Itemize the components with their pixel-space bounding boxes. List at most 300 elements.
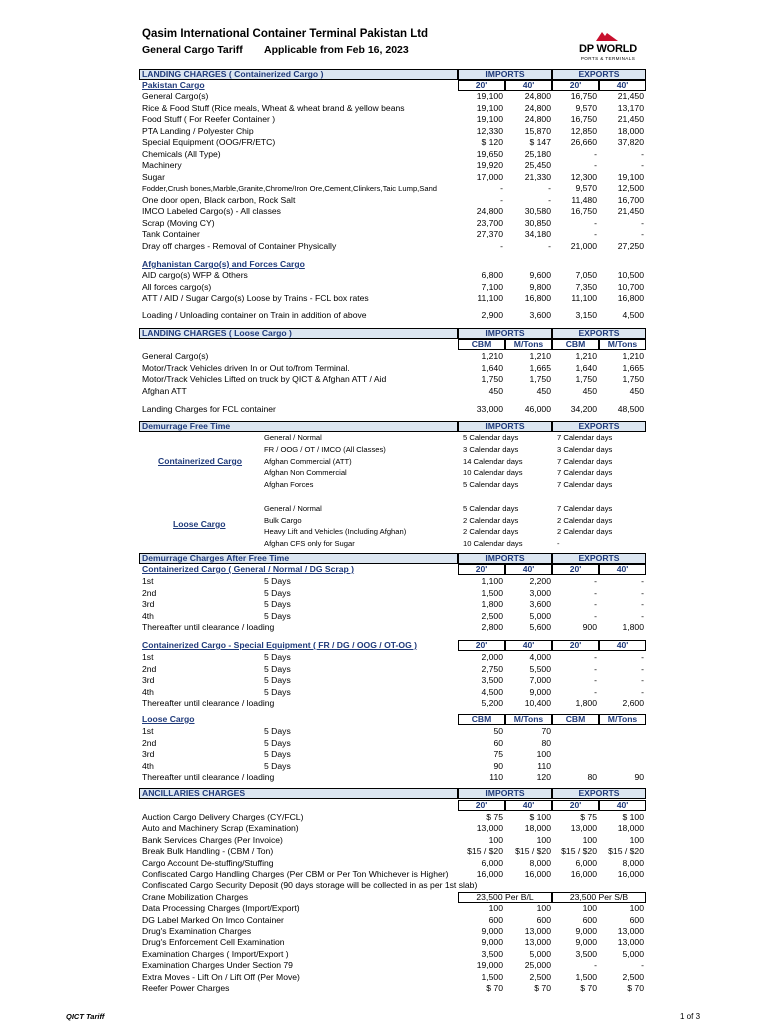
- table-row: [0, 869, 768, 880]
- value-cell: 4,500: [622, 310, 644, 320]
- dem-spec-subtitle: Containerized Cargo - Special Equipment ( FR / DG / OOG / OT-OG ): [142, 640, 418, 650]
- landing-cont-subtitle: Pakistan Cargo: [142, 80, 205, 90]
- value-cell: 16,000: [476, 869, 503, 879]
- value-cell: -: [500, 194, 503, 205]
- table-row: [0, 772, 768, 783]
- value-cell: $ 70: [627, 983, 644, 993]
- value-cell: 4,000: [529, 652, 551, 662]
- row-label: Extra Moves - Lift On / Lift Off (Per Move): [142, 971, 300, 982]
- loose-cargo-label: Loose Cargo: [173, 519, 226, 529]
- value-cell: 8,000: [529, 857, 551, 868]
- demurrage-imports-label: IMPORTS: [485, 553, 525, 563]
- logo-sub-text: PORTS & TERMINALS: [580, 56, 636, 61]
- value-cell: 1,210: [481, 351, 503, 361]
- table-row: [0, 788, 768, 799]
- table-row: [0, 983, 768, 994]
- value-cell: 21,450: [617, 114, 644, 124]
- value-cell: 30,580: [524, 206, 551, 216]
- row-label: Examination Charges ( Import/Export ): [142, 948, 289, 959]
- value-cell: 50: [493, 726, 503, 736]
- value-cell: 26,660: [570, 137, 597, 147]
- value-cell: 18,000: [617, 125, 644, 136]
- table-row: [0, 328, 768, 339]
- table-row: [0, 823, 768, 834]
- value-cell: 19,650: [476, 148, 503, 159]
- table-row: [0, 622, 768, 633]
- table-row: [0, 553, 768, 564]
- table-row: [0, 103, 768, 114]
- value-cell: 600: [629, 914, 644, 925]
- value-cell: 8,000: [622, 857, 644, 868]
- landing-cont-col-label: 40': [616, 80, 629, 90]
- dem-loose-col-label: CBM: [471, 714, 492, 724]
- landing-loose-col-label: M/Tons: [607, 339, 638, 349]
- value-cell: 24,800: [476, 206, 503, 216]
- value-cell: 90: [493, 760, 503, 771]
- value-cell: -: [594, 599, 597, 610]
- dem-cont-subtitle: Containerized Cargo ( General / Normal / DG Scrap ): [142, 564, 355, 574]
- dem-spec-col-label: 20': [569, 640, 582, 650]
- days-label: 5 Days: [264, 599, 291, 610]
- export-days: 7 Calendar days: [557, 433, 613, 442]
- value-cell: 48,500: [617, 404, 644, 414]
- table-row: [0, 270, 768, 281]
- value-cell: 12,500: [617, 183, 644, 193]
- value-cell: 16,000: [617, 869, 644, 879]
- containerized-cargo-label: Containerized Cargo: [158, 456, 243, 466]
- row-label: Bulk Cargo: [264, 515, 302, 525]
- table-row: [0, 218, 768, 229]
- logo-mark-icon: [594, 30, 620, 42]
- crane-export-rate: 23,500 Per S/B: [569, 891, 629, 902]
- row-label: Afghan ATT: [142, 385, 187, 396]
- value-cell: 9,000: [481, 937, 503, 948]
- footer-label: QICT Tariff: [66, 1012, 105, 1021]
- value-cell: 21,450: [617, 91, 644, 101]
- crane-import-rate: 23,500 Per B/L: [476, 891, 534, 902]
- table-row: [0, 386, 768, 397]
- landing-cont-col-label: 20': [569, 80, 582, 90]
- table-row: [0, 282, 768, 293]
- row-label: One door open, Black carbon, Rock Salt: [142, 194, 296, 205]
- table-row: [0, 421, 768, 432]
- value-cell: 7,100: [481, 281, 503, 292]
- row-label: 2nd: [142, 663, 157, 674]
- crane-import-box: [458, 892, 552, 903]
- row-label: FR / OOG / OT / IMCO (All Classes): [264, 444, 386, 454]
- value-cell: $15 / $20: [561, 846, 597, 857]
- table-row: [0, 404, 768, 415]
- value-cell: 1,500: [481, 971, 503, 982]
- row-label: Heavy Lift and Vehicles (Including Afghan): [264, 527, 407, 536]
- table-row: [0, 812, 768, 823]
- table-row: [0, 351, 768, 362]
- row-label: 1st: [142, 726, 154, 736]
- ancillary-col-head: [0, 800, 768, 811]
- value-cell: 13,000: [524, 926, 551, 936]
- value-cell: 100: [536, 834, 551, 845]
- value-cell: 9,800: [529, 281, 551, 292]
- value-cell: 9,600: [529, 270, 551, 280]
- value-cell: 24,800: [524, 114, 551, 124]
- dem-cont-col-label: 40': [522, 564, 535, 574]
- export-days: 7 Calendar days: [557, 468, 613, 478]
- export-days: -: [557, 538, 560, 548]
- value-cell: 2,200: [529, 576, 551, 586]
- table-row: [0, 137, 768, 148]
- crane-export-box: [552, 892, 646, 903]
- table-row: [0, 675, 768, 686]
- value-cell: -: [641, 652, 644, 662]
- row-label: Afghan CFS only for Sugar: [264, 538, 355, 548]
- value-cell: -: [641, 675, 644, 686]
- table-row: [0, 195, 768, 206]
- ancillary-col-label: 20': [569, 800, 582, 810]
- row-label: 1st: [142, 576, 154, 586]
- table-row: [0, 467, 768, 478]
- row-label: Landing Charges for FCL container: [142, 404, 276, 414]
- days-label: 5 Days: [264, 610, 291, 621]
- value-cell: 12,850: [570, 125, 597, 136]
- landing-cont-exports-label: EXPORTS: [578, 69, 620, 79]
- import-days: 5 Calendar days: [463, 480, 519, 490]
- value-cell: 100: [536, 903, 551, 914]
- value-cell: 19,000: [476, 960, 503, 971]
- value-cell: -: [594, 610, 597, 621]
- value-cell: -: [548, 194, 551, 205]
- value-cell: 24,800: [524, 91, 551, 101]
- dem-cont-col-head: [0, 564, 768, 575]
- value-cell: 25,000: [524, 960, 551, 971]
- value-cell: 5,500: [529, 663, 551, 674]
- value-cell: 5,000: [529, 610, 551, 621]
- row-label: Motor/Track Vehicles driven In or Out to/from Terminal.: [142, 362, 350, 373]
- row-label: IMCO Labeled Cargo(s) - All classes: [142, 206, 281, 216]
- value-cell: 3,600: [529, 310, 551, 320]
- row-label: Examination Charges Under Section 79: [142, 960, 293, 971]
- value-cell: 23,700: [476, 217, 503, 228]
- value-cell: 1,100: [481, 576, 503, 586]
- dem-loose-col-label: M/Tons: [607, 714, 638, 724]
- value-cell: 110: [537, 760, 551, 771]
- import-days: 2 Calendar days: [463, 527, 519, 536]
- row-label: Data Processing Charges (Import/Export): [142, 903, 300, 914]
- value-cell: $15 / $20: [467, 846, 503, 857]
- days-label: 5 Days: [264, 587, 291, 598]
- value-cell: 3,600: [529, 599, 551, 610]
- row-label: Tank Container: [142, 229, 200, 239]
- table-row: [0, 149, 768, 160]
- table-row: [0, 892, 768, 903]
- table-row: [0, 576, 768, 587]
- value-cell: 27,250: [617, 240, 644, 251]
- value-cell: 1,800: [481, 599, 503, 610]
- row-label: 3rd: [142, 599, 155, 610]
- demurrage-exports-label: EXPORTS: [578, 553, 620, 563]
- value-cell: 21,330: [524, 171, 551, 182]
- value-cell: 25,450: [524, 160, 551, 170]
- value-cell: -: [641, 587, 644, 598]
- export-days: 7 Calendar days: [557, 456, 613, 466]
- value-cell: $ 147: [529, 137, 551, 147]
- row-label: General / Normal: [264, 433, 322, 442]
- row-label: DG Label Marked On Imco Container: [142, 914, 284, 925]
- landing-cont-imports-label: IMPORTS: [485, 69, 525, 79]
- dem-loose-col-label: CBM: [565, 714, 586, 724]
- row-label: Confiscated Cargo Handling Charges (Per CBM or Per Ton Whichever is Higher): [142, 869, 449, 879]
- value-cell: -: [641, 160, 644, 170]
- value-cell: 450: [488, 385, 503, 396]
- value-cell: 4,500: [481, 686, 503, 697]
- value-cell: 2,800: [481, 622, 503, 633]
- value-cell: 2,750: [481, 663, 503, 674]
- row-label: Crane Mobilization Charges: [142, 891, 249, 902]
- landing-loose-title: LANDING CHARGES ( Loose Cargo ): [142, 328, 292, 338]
- row-label: General Cargo(s): [142, 91, 209, 101]
- table-row: [0, 91, 768, 102]
- table-row: [0, 229, 768, 240]
- table-row: [0, 588, 768, 599]
- value-cell: 6,800: [481, 270, 503, 280]
- page-number: 1 of 3: [680, 1012, 701, 1021]
- value-cell: 13,170: [617, 102, 644, 113]
- value-cell: 9,000: [481, 926, 503, 936]
- value-cell: 21,000: [570, 240, 597, 251]
- row-label: Scrap (Moving CY): [142, 217, 215, 228]
- value-cell: 9,000: [575, 926, 597, 936]
- value-cell: 3,500: [481, 948, 503, 959]
- import-days: 10 Calendar days: [463, 468, 523, 478]
- value-cell: 13,000: [617, 926, 644, 936]
- row-label: Drug's Examination Charges: [142, 926, 252, 936]
- row-label: Afghan Commercial (ATT): [264, 456, 352, 466]
- value-cell: -: [641, 610, 644, 621]
- row-label: Break Bulk Handling - (CBM / Ton): [142, 846, 274, 857]
- value-cell: 1,210: [622, 351, 644, 361]
- import-days: 3 Calendar days: [463, 444, 519, 454]
- days-label: 5 Days: [264, 760, 291, 771]
- row-label: Sugar: [142, 171, 165, 182]
- value-cell: 16,000: [524, 869, 551, 879]
- row-label: 4th: [142, 760, 154, 771]
- table-row: [0, 846, 768, 857]
- row-label: Dray off charges - Removal of Container Physically: [142, 240, 337, 251]
- value-cell: 110: [489, 772, 503, 783]
- table-row: [0, 664, 768, 675]
- value-cell: 11,100: [571, 293, 597, 303]
- value-cell: 1,750: [481, 374, 503, 385]
- table-row: [0, 698, 768, 709]
- value-cell: $ 70: [486, 983, 503, 993]
- row-label: Auction Cargo Delivery Charges (CY/FCL): [142, 812, 304, 822]
- value-cell: 2,500: [622, 971, 644, 982]
- table-row: [0, 652, 768, 663]
- days-label: 5 Days: [264, 737, 291, 748]
- value-cell: 1,800: [575, 698, 597, 709]
- value-cell: 5,600: [529, 622, 551, 633]
- value-cell: 16,700: [617, 194, 644, 205]
- row-label: ATT / AID / Sugar Cargo(s) Loose by Trains - FCL box rates: [142, 293, 369, 303]
- value-cell: 6,000: [575, 857, 597, 868]
- value-cell: 5,000: [529, 948, 551, 959]
- value-cell: -: [548, 240, 551, 251]
- value-cell: $ 70: [580, 983, 597, 993]
- row-label: Thereafter until clearance / loading: [142, 622, 275, 633]
- table-row: [0, 611, 768, 622]
- value-cell: 600: [536, 914, 551, 925]
- table-row: [0, 310, 768, 321]
- value-cell: $ 120: [481, 137, 503, 147]
- value-cell: -: [594, 148, 597, 159]
- dem-cont-col-label: 20': [569, 564, 582, 574]
- value-cell: 19,100: [476, 114, 503, 124]
- row-label: All forces cargo(s): [142, 281, 212, 292]
- table-row: [0, 903, 768, 914]
- value-cell: 6,000: [481, 857, 503, 868]
- value-cell: -: [594, 663, 597, 674]
- table-row: [0, 687, 768, 698]
- value-cell: 16,750: [570, 91, 597, 101]
- value-cell: -: [594, 686, 597, 697]
- value-cell: 1,640: [575, 362, 597, 373]
- value-cell: 30,850: [524, 217, 551, 228]
- ancillary-title: ANCILLARIES CHARGES: [142, 788, 246, 798]
- value-cell: 1,210: [529, 351, 551, 361]
- value-cell: 18,000: [524, 823, 551, 834]
- afghan-title: Afghanistan Cargo(s) and Forces Cargo: [142, 259, 305, 269]
- value-cell: -: [594, 576, 597, 586]
- value-cell: 2,000: [481, 652, 503, 662]
- value-cell: 13,000: [524, 937, 551, 948]
- export-days: 7 Calendar days: [557, 480, 613, 490]
- export-days: 3 Calendar days: [557, 444, 613, 454]
- table-row: [0, 126, 768, 137]
- value-cell: $ 75: [580, 812, 597, 822]
- row-label: Afghan Forces: [264, 480, 314, 490]
- table-row: [0, 926, 768, 937]
- value-cell: 16,750: [570, 206, 597, 216]
- value-cell: -: [641, 148, 644, 159]
- value-cell: 16,750: [570, 114, 597, 124]
- landing-cont-title: LANDING CHARGES ( Containerized Cargo ): [142, 69, 324, 79]
- value-cell: 100: [488, 834, 503, 845]
- value-cell: 10,700: [617, 281, 644, 292]
- dem-spec-col-label: 40': [616, 640, 629, 650]
- days-label: 5 Days: [264, 576, 291, 586]
- dem-cont-col-label: 20': [475, 564, 488, 574]
- row-label: AID cargo(s) WFP & Others: [142, 270, 248, 280]
- value-cell: -: [641, 229, 644, 239]
- value-cell: 3,150: [575, 310, 597, 320]
- value-cell: 11,100: [477, 293, 503, 303]
- free-time-title: Demurrage Free Time: [142, 421, 231, 431]
- landing-loose-imports-label: IMPORTS: [485, 328, 525, 338]
- import-days: 10 Calendar days: [463, 538, 523, 548]
- value-cell: -: [641, 663, 644, 674]
- table-row: [0, 972, 768, 983]
- row-label: Fodder,Crush bones,Marble,Granite,Chrome/Iron Ore,Cement,Clinkers,Taic Lump,Sand: [142, 184, 438, 193]
- days-label: 5 Days: [264, 726, 291, 736]
- value-cell: 13,000: [476, 823, 503, 834]
- free-time-exports-label: EXPORTS: [578, 421, 620, 431]
- value-cell: 16,800: [524, 293, 551, 303]
- value-cell: 9,000: [575, 937, 597, 948]
- value-cell: 19,100: [476, 91, 503, 101]
- days-label: 5 Days: [264, 749, 291, 760]
- value-cell: 1,210: [575, 351, 597, 361]
- value-cell: $ 100: [622, 812, 644, 822]
- value-cell: $15 / $20: [608, 846, 644, 857]
- value-cell: 5,000: [622, 948, 644, 959]
- free-time-imports-label: IMPORTS: [485, 421, 525, 431]
- table-row: [0, 503, 768, 514]
- row-label: 3rd: [142, 675, 155, 686]
- table-row: [0, 293, 768, 304]
- landing-loose-col-head: [0, 339, 768, 350]
- value-cell: -: [641, 599, 644, 610]
- value-cell: 60: [493, 737, 503, 748]
- import-days: 5 Calendar days: [463, 504, 519, 513]
- row-label: 2nd: [142, 587, 157, 598]
- value-cell: 21,450: [617, 206, 644, 216]
- dp-world-logo: [572, 30, 644, 66]
- value-cell: 3,500: [575, 948, 597, 959]
- table-row: [0, 479, 768, 490]
- value-cell: -: [641, 217, 644, 228]
- value-cell: -: [594, 229, 597, 239]
- ancillary-col-label: 40': [616, 800, 629, 810]
- table-row: [0, 915, 768, 926]
- dem-spec-col-label: 20': [475, 640, 488, 650]
- value-cell: 100: [629, 834, 644, 845]
- value-cell: -: [548, 183, 551, 193]
- value-cell: 17,000: [476, 171, 503, 182]
- ancillary-col-label: 40': [522, 800, 535, 810]
- days-label: 5 Days: [264, 652, 291, 662]
- value-cell: 13,000: [617, 937, 644, 948]
- value-cell: -: [641, 960, 644, 971]
- value-cell: 120: [536, 772, 551, 783]
- value-cell: 9,000: [529, 686, 551, 697]
- value-cell: -: [641, 686, 644, 697]
- dem-cont-col-label: 40': [616, 564, 629, 574]
- value-cell: 16,000: [570, 869, 597, 879]
- value-cell: 34,200: [570, 404, 597, 414]
- value-cell: 16,800: [617, 293, 644, 303]
- table-row: [0, 538, 768, 549]
- value-cell: 1,750: [529, 374, 551, 385]
- days-label: 5 Days: [264, 663, 291, 674]
- value-cell: 1,800: [622, 622, 644, 633]
- company-title: Qasim International Container Terminal Pakistan Ltd: [142, 28, 429, 40]
- value-cell: 5,200: [481, 698, 503, 709]
- value-cell: 100: [582, 834, 597, 845]
- row-label: 3rd: [142, 749, 155, 760]
- table-row: [0, 172, 768, 183]
- row-label: Cargo Account De-stuffing/Stuffing: [142, 857, 274, 868]
- value-cell: 600: [582, 914, 597, 925]
- table-row: [0, 114, 768, 125]
- value-cell: 450: [582, 385, 597, 396]
- value-cell: -: [594, 652, 597, 662]
- landing-loose-col-label: M/Tons: [513, 339, 544, 349]
- row-label: Chemicals (All Type): [142, 148, 221, 159]
- value-cell: -: [594, 587, 597, 598]
- value-cell: 25,180: [524, 148, 551, 159]
- value-cell: 100: [488, 903, 503, 914]
- landing-loose-col-label: CBM: [565, 339, 586, 349]
- value-cell: 3,500: [481, 675, 503, 686]
